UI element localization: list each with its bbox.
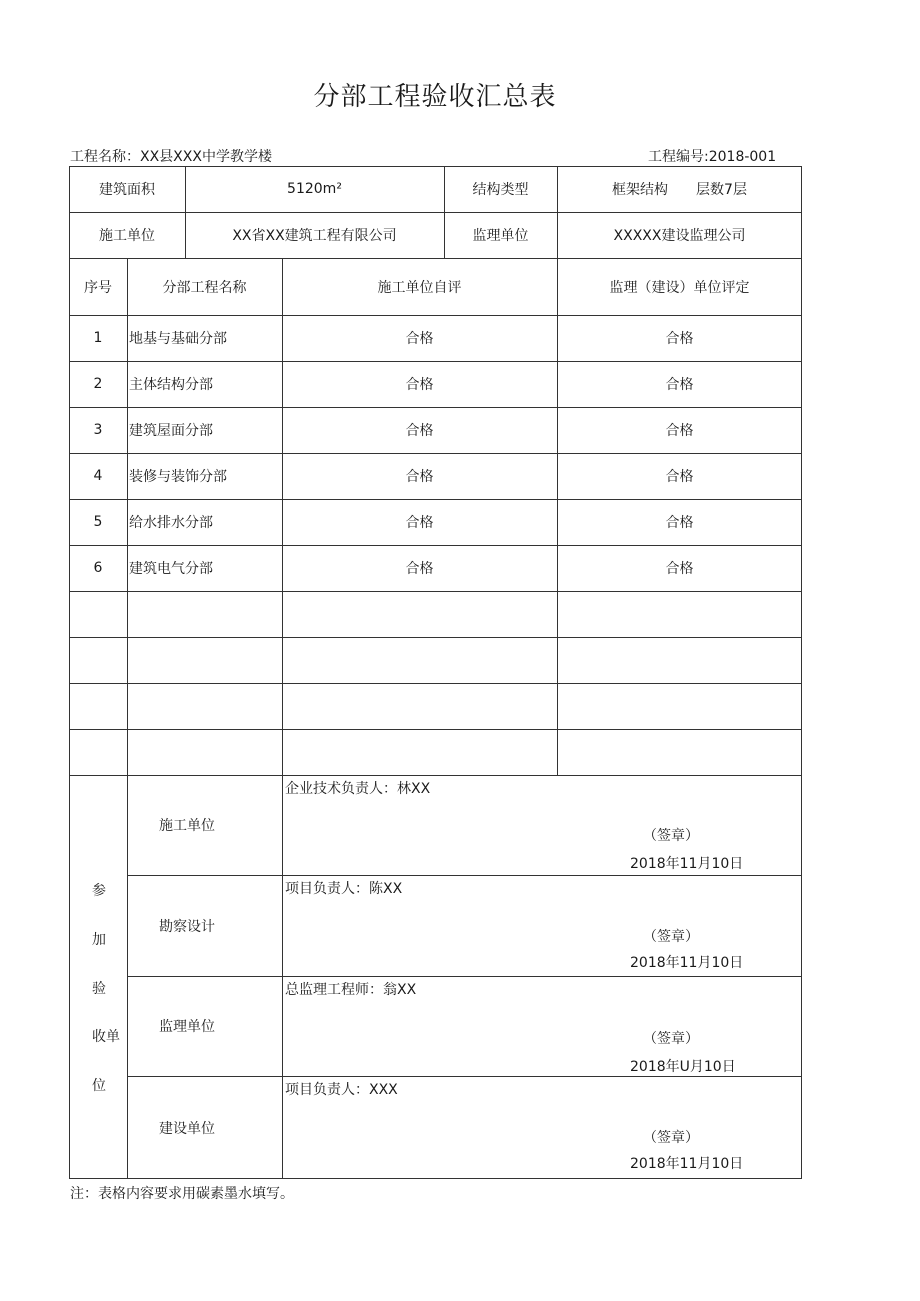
row-review: 合格 xyxy=(665,561,694,577)
row-self-eval: 合格 xyxy=(405,515,434,531)
supervisor-value: XXXXX建设监理公司 xyxy=(613,228,746,244)
row-review: 合格 xyxy=(665,515,694,531)
row-no: 2 xyxy=(93,376,103,392)
area-value: 5120m² xyxy=(287,181,342,197)
row-divider xyxy=(69,729,802,730)
footnote: 注：表格内容要求用碳素墨水填写。 xyxy=(70,1186,294,1202)
row-divider xyxy=(69,591,802,592)
page-title: 分部工程验收汇总表 xyxy=(313,82,557,112)
row-self-eval: 合格 xyxy=(405,377,434,393)
row-name: 建筑电气分部 xyxy=(129,561,213,577)
row-review: 合格 xyxy=(665,377,694,393)
row-name: 地基与基础分部 xyxy=(129,331,227,347)
row-self-eval: 合格 xyxy=(405,469,434,485)
project-name: 工程名称：XX县XXX中学教学楼 xyxy=(70,149,272,165)
participants-label-2: 加 xyxy=(92,932,106,948)
participant-person: 项目负责人：陈XX xyxy=(285,881,403,897)
row-no: 4 xyxy=(93,468,103,484)
row-divider xyxy=(69,637,802,638)
structure-value: 框架结构 层数7层 xyxy=(612,182,747,198)
row-self-eval: 合格 xyxy=(405,423,434,439)
participant-person: 总监理工程师：翁XX xyxy=(285,982,417,998)
participant-unit: 勘察设计 xyxy=(159,918,215,935)
row-name: 建筑屋面分部 xyxy=(129,423,213,439)
row-review: 合格 xyxy=(665,331,694,347)
participant-seal: （签章） xyxy=(643,1031,699,1047)
row-name: 主体结构分部 xyxy=(129,377,213,393)
row-no: 3 xyxy=(93,422,103,438)
participant-date: 2018年U月10日 xyxy=(630,1059,736,1075)
row-self-eval: 合格 xyxy=(405,561,434,577)
row-review: 合格 xyxy=(665,423,694,439)
header-no: 序号 xyxy=(84,279,112,296)
row-no: 6 xyxy=(93,560,103,576)
row-divider xyxy=(69,683,802,684)
row-name: 装修与装饰分部 xyxy=(129,469,227,485)
row-no: 5 xyxy=(93,514,103,530)
participant-seal: （签章） xyxy=(643,828,699,844)
row-review: 合格 xyxy=(665,469,694,485)
project-number: 工程编号:2018-001 xyxy=(648,149,777,165)
builder-label: 施工单位 xyxy=(99,228,155,244)
participant-date: 2018年11月10日 xyxy=(630,856,744,872)
participant-unit: 建设单位 xyxy=(159,1120,215,1137)
header-self-eval: 施工单位自评 xyxy=(377,279,462,296)
row-self-eval: 合格 xyxy=(405,331,434,347)
structure-label: 结构类型 xyxy=(472,182,529,198)
participant-date: 2018年11月10日 xyxy=(630,955,744,971)
participant-seal: （签章） xyxy=(643,929,699,945)
participant-seal: （签章） xyxy=(643,1130,699,1146)
supervisor-label: 监理单位 xyxy=(472,228,529,244)
participants-label-5: 位 xyxy=(92,1078,106,1094)
participants-label-4: 收单 xyxy=(92,1029,120,1045)
header-name: 分部工程名称 xyxy=(162,279,247,296)
row-name: 给水排水分部 xyxy=(129,515,213,531)
header-review: 监理（建设）单位评定 xyxy=(609,279,750,296)
builder-value: XX省XX建筑工程有限公司 xyxy=(232,228,397,244)
participant-person: 企业技术负责人：林XX xyxy=(285,781,431,797)
participant-date: 2018年11月10日 xyxy=(630,1156,744,1172)
participants-label-1: 参 xyxy=(92,883,106,899)
participant-unit: 监理单位 xyxy=(159,1019,215,1035)
row-no: 1 xyxy=(93,330,103,346)
participant-person: 项目负责人：XXX xyxy=(285,1082,398,1098)
participants-label-3: 验 xyxy=(92,981,106,997)
participant-unit: 施工单位 xyxy=(159,818,215,834)
area-label: 建筑面积 xyxy=(99,182,155,198)
